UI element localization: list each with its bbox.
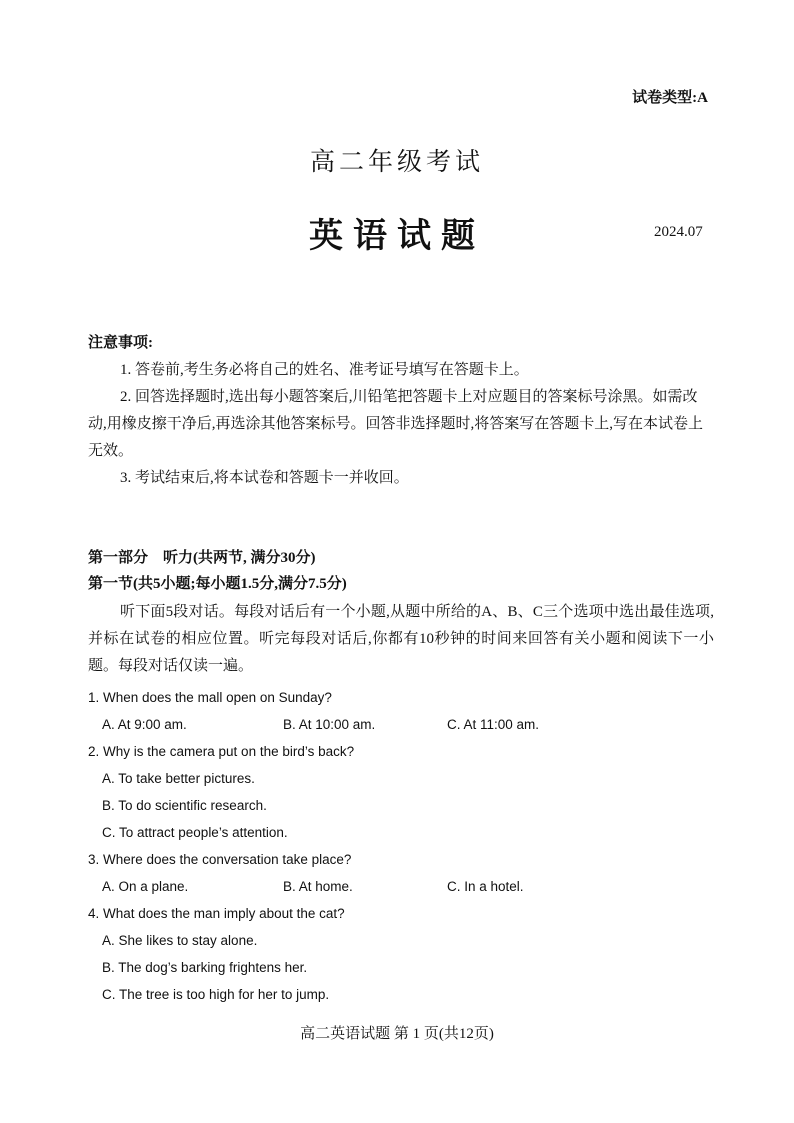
option-c: C. The tree is too high for her to jump. <box>102 987 330 1002</box>
option-c: C. To attract people’s attention. <box>102 825 288 840</box>
question-stem: 2. Why is the camera put on the bird’s back? <box>88 744 355 759</box>
option-a: A. She likes to stay alone. <box>102 933 258 948</box>
question-options <box>88 711 714 738</box>
option-b: B. The dog’s barking frightens her. <box>102 960 308 975</box>
notice-item-3: 3. 考试结束后,将本试卷和答题卡一并收回。 <box>120 470 409 486</box>
question-stem: 4. What does the man imply about the cat? <box>88 906 345 921</box>
listening-section <box>88 545 714 680</box>
notice-item-1: 1. 答卷前,考生务必将自己的姓名、准考证号填写在答题卡上。 <box>120 362 529 378</box>
option-b: B. At home. <box>283 879 353 894</box>
option-b: B. To do scientific research. <box>102 798 267 813</box>
option-a: A. On a plane. <box>102 879 189 894</box>
part-heading: 第一部分 听力(共两节, 满分30分) <box>88 550 316 566</box>
option-c: C. In a hotel. <box>447 879 524 894</box>
paper-type-label: 试卷类型:A <box>632 90 708 106</box>
page-title: 英语试题 <box>309 218 485 255</box>
exam-date: 2024.07 <box>654 224 703 240</box>
question-options <box>88 873 714 900</box>
question-list <box>88 684 714 1008</box>
notice-heading: 注意事项: <box>88 335 153 351</box>
question-stem: 3. Where does the conversation take place? <box>88 852 352 867</box>
option-a: A. To take better pictures. <box>102 771 255 786</box>
option-b: B. At 10:00 am. <box>283 717 376 732</box>
question-stem: 1. When does the mall open on Sunday? <box>88 690 332 705</box>
option-c: C. At 11:00 am. <box>447 717 540 732</box>
section-heading: 第一节(共5小题;每小题1.5分,满分7.5分) <box>88 576 347 592</box>
option-a: A. At 9:00 am. <box>102 717 187 732</box>
page-footer: 高二英语试题 第 1 页(共12页) <box>300 1026 494 1042</box>
grade-title: 高二年级考试 <box>309 149 484 176</box>
section-directions: 听下面5段对话。每段对话后有一个小题,从题中所给的A、B、C三个选项中选出最佳选项,并标在试卷的相应位置。听完每段对话后,你都有10秒钟的时间来回答有关小题和阅读下一小题。每段对话仅读一遍。 <box>88 604 714 674</box>
notice-block <box>88 330 714 492</box>
notice-item-2: 2. 回答选择题时,选出每小题答案后,川铅笔把答题卡上对应题目的答案标号涂黑。如需改动,用橡皮擦干净后,再选涂其他答案标号。回答非选择题时,将答案写在答题卡上,写在本试卷上无效。 <box>88 389 704 459</box>
